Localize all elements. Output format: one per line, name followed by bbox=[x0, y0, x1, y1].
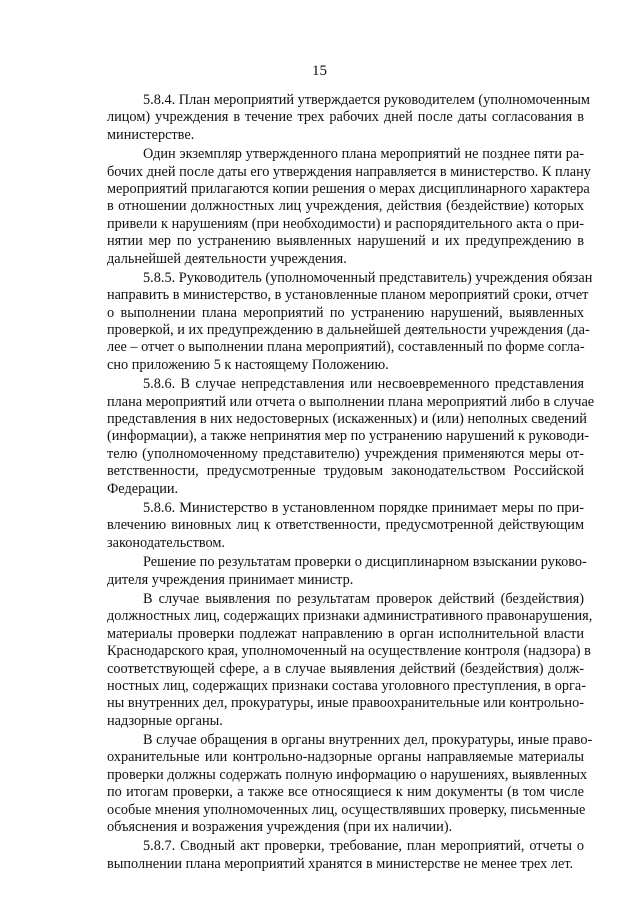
text-line: (информации), а также непринятия мер по устранению нарушений к руководи- bbox=[107, 428, 590, 445]
text-line: плана мероприятий или отчета о выполнении плана мероприятий либо в случае bbox=[107, 393, 595, 410]
paragraph-p-5-8-4 bbox=[107, 92, 590, 144]
text-line: объяснения и возражения учреждения (при их наличии). bbox=[107, 819, 453, 836]
paragraph-p-5-8-6-a bbox=[107, 376, 595, 498]
text-line: материалы проверки подлежат направлению в орган исполнительной власти bbox=[107, 625, 584, 642]
text-line: 5.8.6. В случае непредставления или несвоевременного представления bbox=[143, 376, 584, 393]
text-line: 5.8.7. Сводный акт проверки, требование, план мероприятий, отчеты о bbox=[143, 838, 584, 855]
text-line: законодательством. bbox=[107, 534, 225, 551]
text-line: ны внутренних дел, прокуратуры, иные правоохранительные или контрольно- bbox=[107, 695, 584, 712]
text-line: привели к нарушениям (при необходимости) и распорядительного акта о при- bbox=[107, 215, 584, 232]
text-line: Решение по результатам проверки о дисциплинарном взыскании руково- bbox=[143, 554, 587, 571]
paragraph-p-copy-sent bbox=[107, 146, 591, 268]
text-line: по итогам проверки, а также все относящиеся к ним документы (в том числе bbox=[107, 784, 584, 801]
text-line: лицом) учреждения в течение трех рабочих дней после даты согласования в bbox=[107, 109, 584, 126]
text-line: представления в них недостоверных (искаженных) и (или) неполных сведений bbox=[107, 411, 587, 428]
paragraph-p-5-8-6-b bbox=[107, 500, 584, 552]
text-line: 5.8.6. Министерство в установленном порядке принимает меры по при- bbox=[143, 499, 584, 516]
text-line: телю (уполномоченному представителю) учреждения применяются меры от- bbox=[107, 445, 584, 462]
text-line: В случае выявления по результатам проверок действий (бездействия) bbox=[143, 590, 584, 607]
text-line: о выполнении плана мероприятий по устранению нарушений, выявленных bbox=[107, 304, 584, 321]
text-line: 5.8.4. План мероприятий утверждается руководителем (уполномоченным bbox=[143, 92, 590, 108]
text-line: в отношении должностных лиц учреждения, действия (бездействие) которых bbox=[107, 198, 584, 215]
text-line: надзорные органы. bbox=[107, 712, 223, 729]
text-line: влечению виновных лиц к ответственности, предусмотренной действующим bbox=[107, 517, 584, 534]
text-line: дальнейшей деятельности учреждения. bbox=[107, 250, 347, 267]
text-line: Краснодарского края, уполномоченный на осуществление контроля (надзора) в bbox=[107, 643, 591, 660]
text-line: охранительные или контрольно-надзорные органы направляемые материалы bbox=[107, 749, 584, 766]
text-line: проверки должны содержать полную информацию о нарушениях, выявленных bbox=[107, 766, 588, 783]
text-line: нятии мер по устранению выявленных нарушений и их предупреждению в bbox=[107, 233, 584, 250]
text-line: должностных лиц, содержащих признаки административного правонарушения, bbox=[107, 608, 593, 625]
text-line: мероприятий прилагаются копии решения о мерах дисциплинарного характера bbox=[107, 180, 590, 197]
text-line: сно приложению 5 к настоящему Положению. bbox=[107, 356, 389, 373]
text-line: 5.8.5. Руководитель (уполномоченный представитель) учреждения обязан bbox=[143, 269, 593, 286]
text-line: Федерации. bbox=[107, 480, 179, 497]
paragraph-p-admin-offense bbox=[107, 590, 593, 730]
text-line: бочих дней после даты его утверждения направляется в министерство. К плану bbox=[107, 163, 591, 180]
page-number: 15 bbox=[312, 63, 327, 79]
text-line: проверкой, и их предупреждению в дальнейшей деятельности учреждения (да- bbox=[107, 322, 590, 339]
text-line: В случае обращения в органы внутренних дел, прокуратуры, иные право- bbox=[143, 732, 593, 749]
paragraph-p-5-8-5 bbox=[107, 269, 593, 374]
text-line: соответствующей сфере, а в случае выявления действий (бездействия) долж- bbox=[107, 660, 584, 677]
text-line: направить в министерство, в установленные планом мероприятий сроки, отчет bbox=[107, 287, 589, 304]
text-line: ностных лиц, содержащих признаки состава уголовного преступления, в орга- bbox=[107, 677, 586, 694]
document-body bbox=[107, 92, 595, 875]
text-line: ветственности, предусмотренные трудовым законодательством Российской bbox=[107, 463, 584, 480]
text-line: министерстве. bbox=[107, 126, 195, 143]
text-line: особые мнения уполномоченных лиц, осуществлявших проверку, письменные bbox=[107, 801, 586, 818]
paragraph-p-5-8-7 bbox=[107, 838, 584, 873]
text-line: выполнении плана мероприятий хранятся в министерстве не менее трех лет. bbox=[107, 855, 574, 872]
paragraph-p-decision bbox=[107, 554, 587, 589]
paragraph-p-law-enforcement bbox=[107, 732, 593, 836]
text-line: лее – отчет о выполнении плана мероприятий), составленный по форме согла- bbox=[107, 339, 585, 356]
text-line: Один экземпляр утвержденного плана мероприятий не позднее пяти ра- bbox=[143, 146, 584, 163]
text-line: дителя учреждения принимает министр. bbox=[107, 571, 354, 588]
